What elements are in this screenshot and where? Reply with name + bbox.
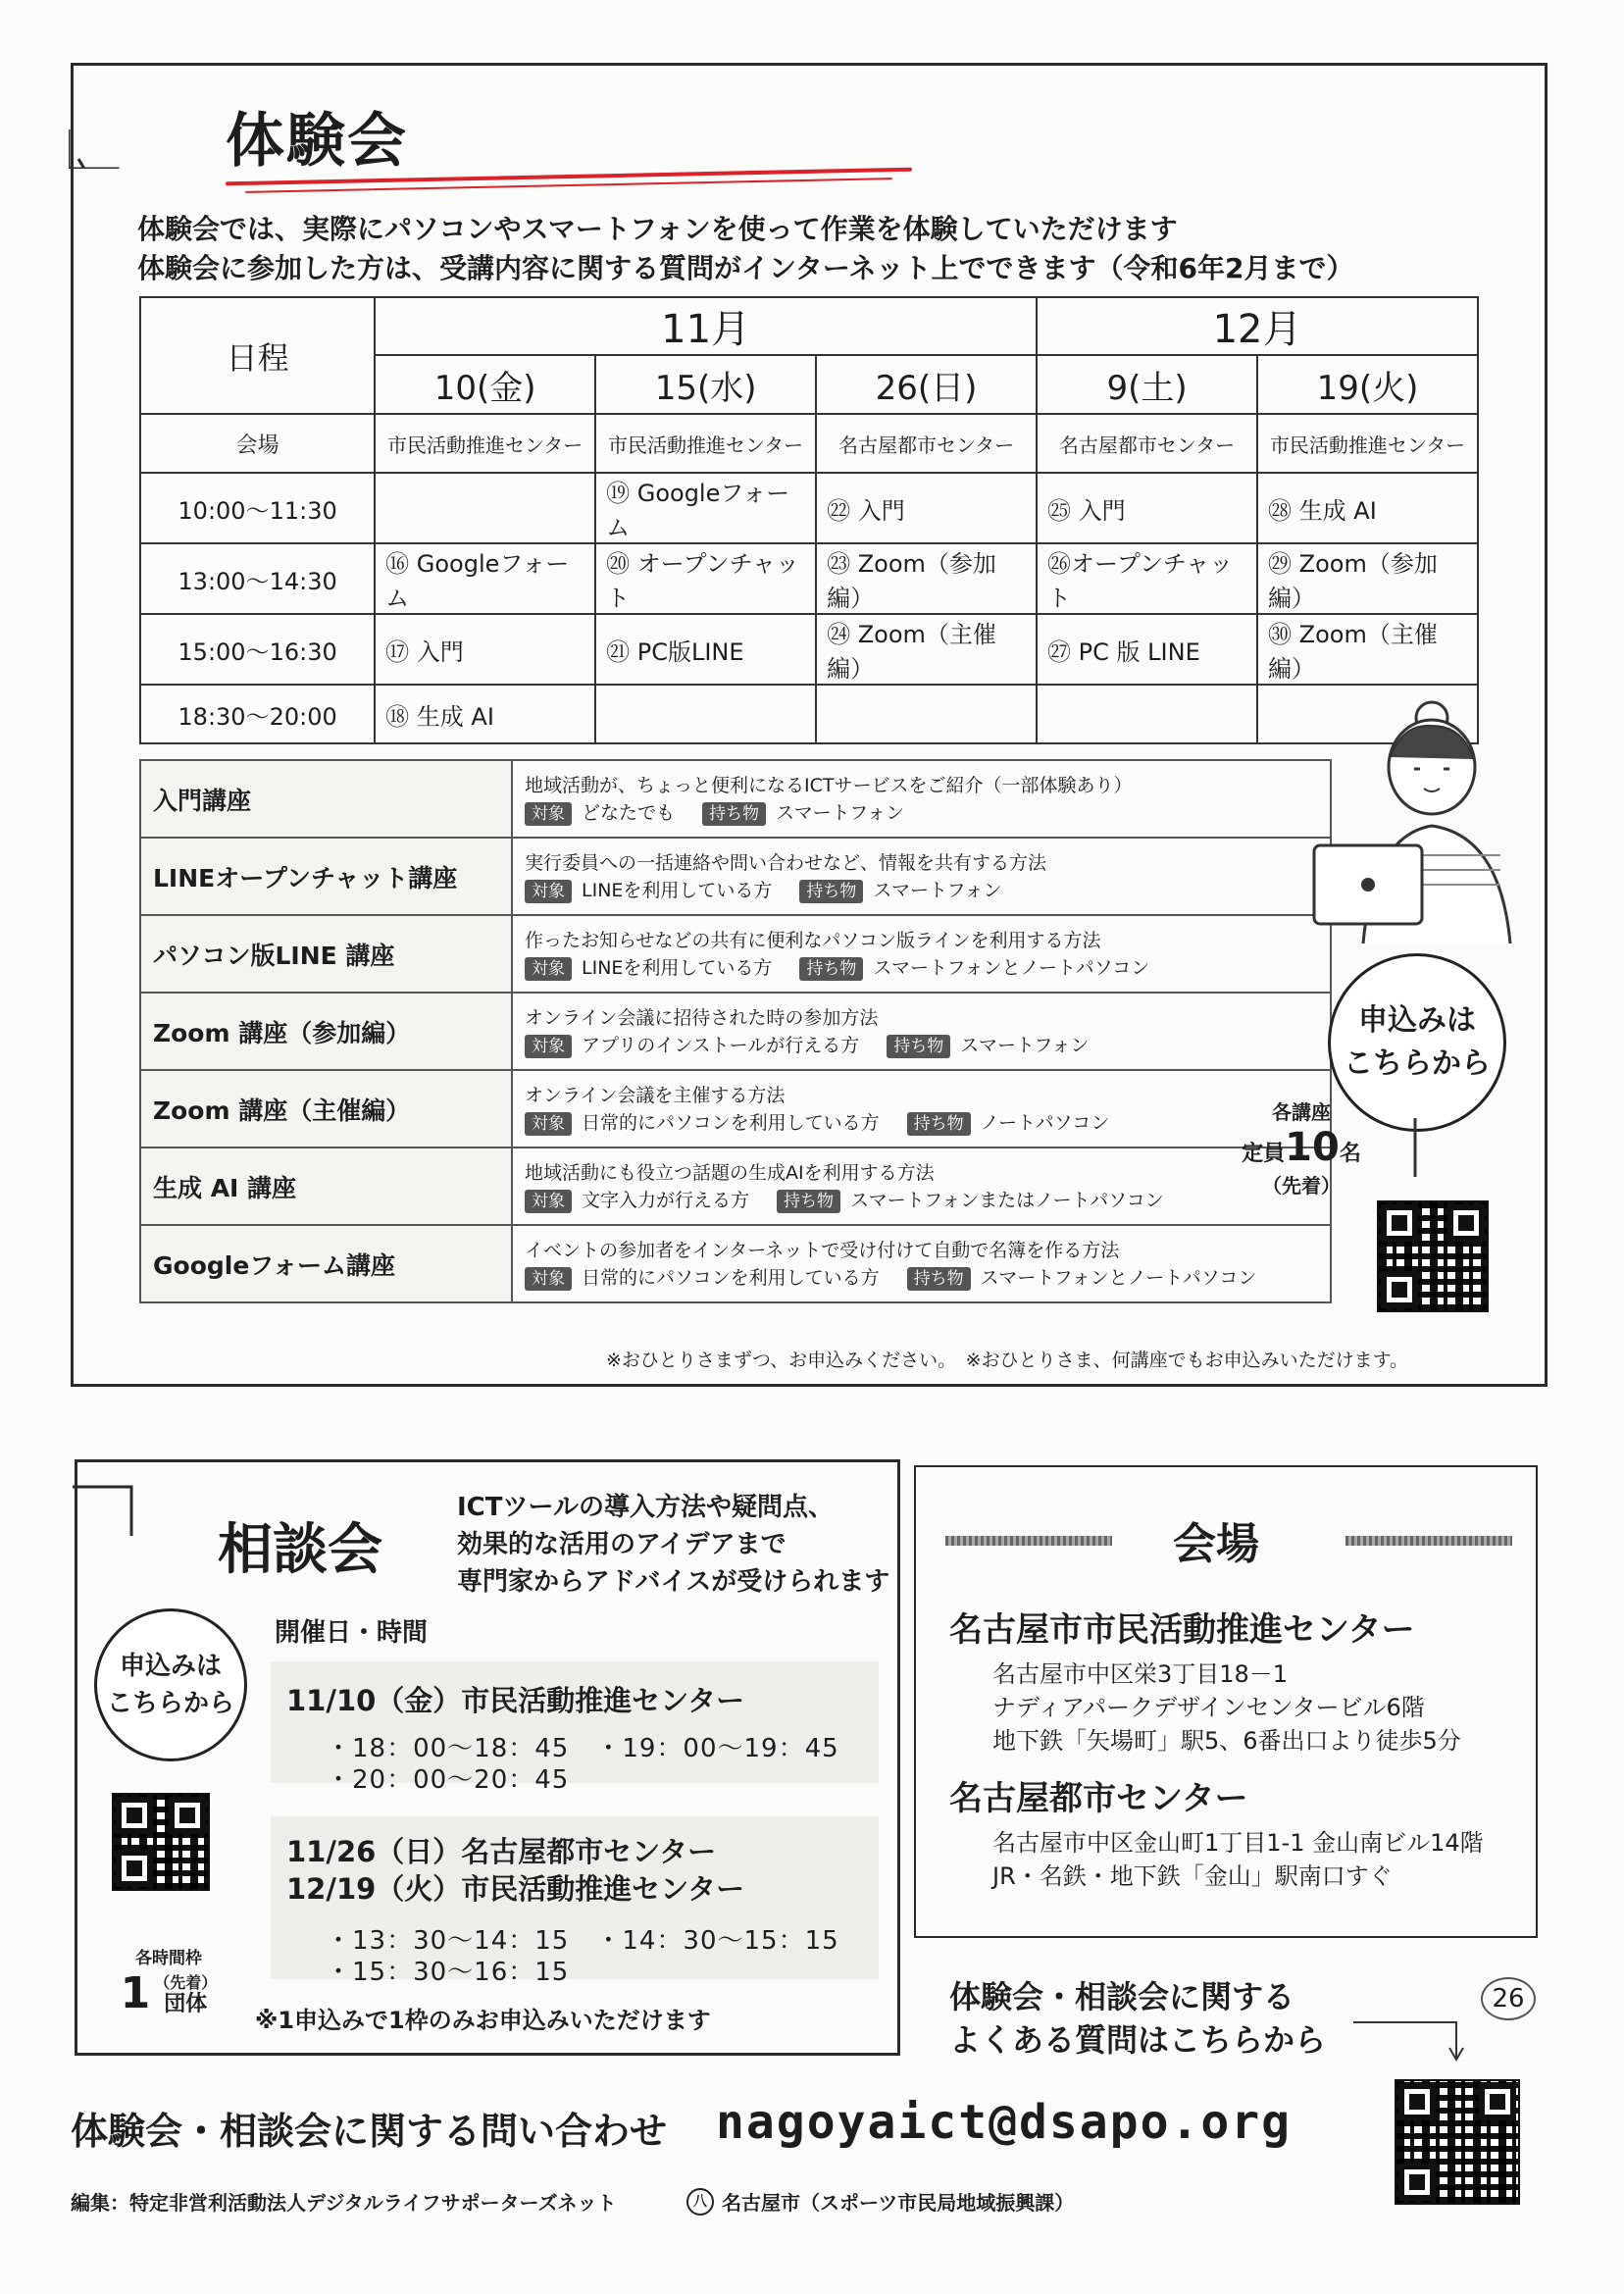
faq-arrow-icon bbox=[1353, 2014, 1471, 2064]
venue-cell: 名古屋都市センター bbox=[1037, 414, 1257, 473]
address-line: 地下鉄「矢場町」駅5、6番出口より徒歩5分 bbox=[992, 1727, 1461, 1755]
session-cell bbox=[816, 685, 1037, 743]
bring-tag: 持ち物 bbox=[702, 802, 766, 826]
course-detail bbox=[512, 760, 1331, 838]
session-cell: ㉓ Zoom（参加編） bbox=[816, 543, 1037, 614]
target-tag: 対象 bbox=[525, 802, 572, 826]
consult-date-3: 12/19（火）市民活動推進センター bbox=[286, 1872, 745, 1906]
bring-tag: 持ち物 bbox=[907, 1267, 971, 1291]
person-with-laptop-illustration bbox=[1304, 698, 1530, 943]
schedule-date-header: 日程 bbox=[140, 297, 375, 414]
desc-line: 専門家からアドバイスが受けられます bbox=[457, 1567, 890, 1597]
consult-times-1b: ・20：00〜20：45 bbox=[326, 1765, 570, 1795]
course-description: オンライン会議に招待された時の参加方法 bbox=[525, 1006, 879, 1029]
apply-circle-soudan[interactable] bbox=[94, 1608, 247, 1761]
time-cell: 10:00〜11:30 bbox=[140, 473, 375, 543]
bring-tag: 持ち物 bbox=[887, 1035, 950, 1058]
slot-capacity-badge bbox=[110, 1944, 228, 2018]
target-tag: 対象 bbox=[525, 1190, 572, 1213]
apply-text-line1: 申込みは bbox=[1358, 1003, 1476, 1038]
schedule-row bbox=[140, 685, 1478, 743]
venue-name-1: 名古屋市市民活動推進センター bbox=[949, 1610, 1415, 1650]
course-target: 日常的にパソコンを利用している方 bbox=[582, 1266, 880, 1289]
session-cell: ㉕ 入門 bbox=[1037, 473, 1257, 543]
taikenkai-intro bbox=[137, 210, 1353, 288]
course-description: 作ったお知らせなどの共有に便利なパソコン版ラインを利用する方法 bbox=[525, 929, 1101, 951]
course-name: Zoom 講座（主催編） bbox=[140, 1070, 512, 1147]
venue-title: 会場 bbox=[1173, 1519, 1259, 1569]
venue-address-1 bbox=[992, 1657, 1461, 1758]
consult-date-2: 11/26（日）名古屋都市センター bbox=[286, 1835, 717, 1868]
capacity-label: 各講座 bbox=[1272, 1100, 1331, 1124]
consult-times-2a: ・13：30〜14：15 ・14：30〜15：15 bbox=[326, 1926, 839, 1956]
month-december: 12月 bbox=[1037, 297, 1478, 355]
course-target: 日常的にパソコンを利用している方 bbox=[582, 1111, 880, 1134]
schedule-row bbox=[140, 614, 1478, 685]
contact-email[interactable]: nagoyaict@dsapo.org bbox=[716, 2095, 1293, 2150]
course-description: オンライン会議を主催する方法 bbox=[525, 1084, 786, 1106]
venue-cell: 名古屋都市センター bbox=[816, 414, 1037, 473]
course-table bbox=[139, 759, 1332, 1303]
course-detail bbox=[512, 1147, 1331, 1225]
intro-line-2: 体験会に参加した方は、受講内容に関する質問がインターネット上でできます（令和6年2月まで） bbox=[137, 252, 1354, 284]
session-cell bbox=[595, 685, 816, 743]
time-cell: 18:30〜20:00 bbox=[140, 685, 375, 743]
course-bring: スマートフォンまたはノートパソコン bbox=[850, 1189, 1164, 1211]
schedule-table bbox=[139, 296, 1479, 744]
capacity-prefix: 定員 bbox=[1242, 1142, 1286, 1166]
day-header: 15(水) bbox=[595, 355, 816, 414]
course-bring: スマートフォン bbox=[960, 1034, 1090, 1056]
schedule-row bbox=[140, 473, 1478, 543]
course-name: パソコン版LINE 講座 bbox=[140, 915, 512, 993]
session-cell: ㉑ PC版LINE bbox=[595, 614, 816, 685]
schedule-label: 開催日・時間 bbox=[275, 1618, 429, 1648]
venue-title-bar-right bbox=[1345, 1536, 1512, 1546]
faq-line: 体験会・相談会に関する bbox=[949, 1978, 1295, 2015]
course-bring: スマートフォンとノートパソコン bbox=[980, 1266, 1257, 1289]
course-description: 地域活動が、ちょっと便利になるICTサービスをご紹介（一部体験あり） bbox=[525, 774, 1133, 796]
session-cell: ⑰ 入門 bbox=[375, 614, 595, 685]
session-cell: ㉚ Zoom（主催編） bbox=[1257, 614, 1478, 685]
course-row bbox=[140, 1225, 1331, 1302]
faq-text bbox=[949, 1975, 1326, 2062]
contact-label: 体験会・相談会に関する問い合わせ bbox=[71, 2110, 668, 2153]
course-detail bbox=[512, 1070, 1331, 1147]
day-header: 26(日) bbox=[816, 355, 1037, 414]
consult-note: ※1申込みで1枠のみお申込みいただけます bbox=[255, 2007, 711, 2034]
session-cell: ㉘ 生成 AI bbox=[1257, 473, 1478, 543]
course-target: 文字入力が行える方 bbox=[582, 1189, 750, 1211]
footer-editor: 編集：特定非営利活動法人デジタルライフサポーターズネット bbox=[71, 2191, 617, 2215]
target-tag: 対象 bbox=[525, 957, 572, 981]
venue-cell: 市民活動推進センター bbox=[595, 414, 816, 473]
capacity-number: 10 bbox=[1285, 1125, 1340, 1170]
target-tag: 対象 bbox=[525, 1035, 572, 1058]
venue-header: 会場 bbox=[140, 414, 375, 473]
target-tag: 対象 bbox=[525, 880, 572, 903]
bring-tag: 持ち物 bbox=[777, 1190, 840, 1213]
apply-text-line1: 申込みは bbox=[119, 1652, 222, 1681]
soudankai-title: 相談会 bbox=[218, 1518, 382, 1582]
faq-line: よくある質問はこちらから bbox=[949, 2021, 1327, 2059]
session-cell: ㉔ Zoom（主催編） bbox=[816, 614, 1037, 685]
course-row bbox=[140, 993, 1331, 1070]
taikenkai-title: 体験会 bbox=[226, 107, 408, 176]
course-description: 実行委員への一括連絡や問い合わせなど、情報を共有する方法 bbox=[525, 851, 1047, 874]
course-description: 地域活動にも役立つ話題の生成AIを利用する方法 bbox=[525, 1161, 935, 1184]
venue-name-2: 名古屋都市センター bbox=[949, 1779, 1248, 1818]
slot-unit: 団体 bbox=[164, 1991, 208, 2016]
course-target: どなたでも bbox=[582, 801, 676, 824]
qr-code-faq[interactable] bbox=[1395, 2079, 1520, 2205]
course-bring: スマートフォンとノートパソコン bbox=[873, 956, 1150, 979]
time-cell: 13:00〜14:30 bbox=[140, 543, 375, 614]
footer-city bbox=[686, 2187, 1074, 2216]
desc-line: 効果的な活用のアイデアまで bbox=[457, 1530, 787, 1559]
course-bring: ノートパソコン bbox=[980, 1111, 1110, 1134]
apply-text-line2: こちらから bbox=[106, 1689, 234, 1718]
course-name: 入門講座 bbox=[140, 760, 512, 838]
consult-times-2b: ・15：30〜16：15 bbox=[326, 1958, 570, 1987]
qr-code-taikenkai[interactable] bbox=[1377, 1200, 1489, 1312]
capacity-badge bbox=[1238, 1096, 1365, 1198]
qr-code-soudankai[interactable] bbox=[112, 1793, 210, 1891]
soudankai-description bbox=[457, 1489, 889, 1601]
venue-cell: 市民活動推進センター bbox=[1257, 414, 1478, 473]
capacity-unit: 名 bbox=[1339, 1142, 1361, 1166]
session-cell: ㉗ PC 版 LINE bbox=[1037, 614, 1257, 685]
apply-text-line2: こちらから bbox=[1344, 1046, 1491, 1081]
schedule-row bbox=[140, 543, 1478, 614]
course-bring: スマートフォン bbox=[776, 801, 905, 824]
taikenkai-footnote: ※おひとりさまずつ、お申込みください。 ※おひとりさま、何講座でもお申込みいただけます。 bbox=[606, 1350, 1409, 1371]
month-november: 11月 bbox=[375, 297, 1037, 355]
session-cell: ㉒ 入門 bbox=[816, 473, 1037, 543]
course-row bbox=[140, 760, 1331, 838]
target-tag: 対象 bbox=[525, 1267, 572, 1291]
course-detail bbox=[512, 1225, 1331, 1302]
course-target: LINEを利用している方 bbox=[582, 879, 773, 901]
section-notch-decoration-2 bbox=[73, 1457, 180, 1536]
course-name: Zoom 講座（参加編） bbox=[140, 993, 512, 1070]
course-row bbox=[140, 838, 1331, 915]
course-name: LINEオープンチャット講座 bbox=[140, 838, 512, 915]
course-row bbox=[140, 1070, 1331, 1147]
slot-label: 各時間枠 bbox=[135, 1949, 202, 1968]
consult-date-1: 11/10（金）市民活動推進センター bbox=[286, 1684, 745, 1717]
course-detail bbox=[512, 838, 1331, 915]
venue-cell: 市民活動推進センター bbox=[375, 414, 595, 473]
arrow-line-decoration bbox=[1410, 1118, 1420, 1177]
day-header: 9(土) bbox=[1037, 355, 1257, 414]
course-bring: スマートフォン bbox=[873, 879, 1002, 901]
bring-tag: 持ち物 bbox=[799, 957, 863, 981]
page-mark: 26 bbox=[1481, 1977, 1536, 2020]
session-cell: ⑳ オープンチャット bbox=[595, 543, 816, 614]
slot-note: （先着） bbox=[154, 1972, 218, 1992]
address-line: 名古屋市中区栄3丁目18－1 bbox=[992, 1660, 1289, 1688]
capacity-note: （先着） bbox=[1262, 1174, 1341, 1198]
day-header: 19(火) bbox=[1257, 355, 1478, 414]
time-cell: 15:00〜16:30 bbox=[140, 614, 375, 685]
course-name: 生成 AI 講座 bbox=[140, 1147, 512, 1225]
address-line: ナディアパークデザインセンタービル6階 bbox=[992, 1694, 1425, 1721]
session-cell: ⑱ 生成 AI bbox=[375, 685, 595, 743]
course-target: アプリのインストールが行える方 bbox=[582, 1034, 860, 1056]
desc-line: ICTツールの導入方法や疑問点、 bbox=[457, 1493, 834, 1522]
target-tag: 対象 bbox=[525, 1112, 572, 1136]
course-row bbox=[140, 915, 1331, 993]
slot-number: 1 bbox=[120, 1968, 151, 2018]
course-detail bbox=[512, 915, 1331, 993]
course-target: LINEを利用している方 bbox=[582, 956, 773, 979]
course-description: イベントの参加者をインターネットで受け付けて自動で名簿を作る方法 bbox=[525, 1239, 1120, 1261]
address-line: 名古屋市中区金山町1丁目1-1 金山南ビル14階 bbox=[992, 1829, 1484, 1857]
session-cell: ⑲ Googleフォーム bbox=[595, 473, 816, 543]
session-cell: ㉙ Zoom（参加編） bbox=[1257, 543, 1478, 614]
session-cell: ㉖オープンチャット bbox=[1037, 543, 1257, 614]
course-row bbox=[140, 1147, 1331, 1225]
consult-times-1a: ・18：00〜18：45 ・19：00〜19：45 bbox=[326, 1734, 839, 1763]
session-cell bbox=[1037, 685, 1257, 743]
intro-line-1: 体験会では、実際にパソコンやスマートフォンを使って作業を体験していただけます bbox=[137, 213, 1178, 245]
city-text: 名古屋市（スポーツ市民局地域振興課） bbox=[722, 2191, 1075, 2215]
session-cell bbox=[375, 473, 595, 543]
venue-address-2 bbox=[992, 1826, 1484, 1893]
section-notch-decoration bbox=[69, 61, 196, 169]
venue-title-bar-left bbox=[945, 1536, 1112, 1546]
course-detail bbox=[512, 993, 1331, 1070]
bring-tag: 持ち物 bbox=[799, 880, 863, 903]
course-name: Googleフォーム講座 bbox=[140, 1225, 512, 1302]
address-line: JR・名鉄・地下鉄「金山」駅南口すぐ bbox=[992, 1862, 1393, 1890]
city-emblem-icon: 八 bbox=[686, 2188, 714, 2216]
session-cell: ⑯ Googleフォーム bbox=[375, 543, 595, 614]
bring-tag: 持ち物 bbox=[907, 1112, 971, 1136]
day-header: 10(金) bbox=[375, 355, 595, 414]
